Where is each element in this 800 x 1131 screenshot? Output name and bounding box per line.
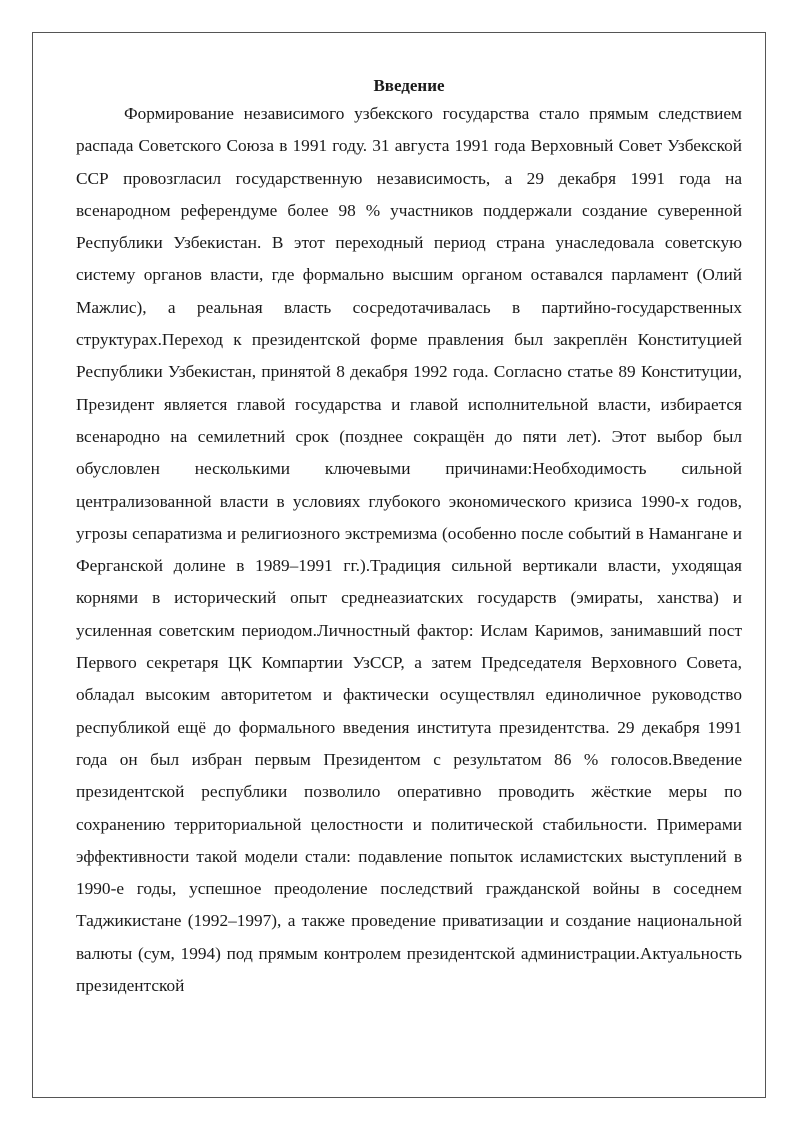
body-paragraph: Формирование независимого узбекского государства стало прямым следствием распада Советского Союза в 1991 году. 31 августа 1991 года Верховный Совет Узбекской ССР провозгласил государственную независимость, а 29 декабря 1991 года на всенародном референдуме более 98 % участников поддержали создание суверенной Республики Узбекистан. В этот переходный период страна унаследовала советскую систему органов власти, где формально высшим органом оставался парламент (Олий Мажлис), а реальная власть сосредотачивалась в партийно-государственных структурах.Переход к президентской форме правления был закреплён Конституцией Республики Узбекистан, принятой 8 декабря 1992 года. Согласно статье 89 Конституции, Президент является главой государства и главой исполнительной власти, избирается всенародно на семилетний срок (позднее сокращён до пяти лет). Этот выбор был обусловлен несколькими ключевыми причинами:Необходимость сильной централизованной власти в условиях глубокого экономического кризиса 1990-х годов, угрозы сепаратизма и религиозного экстремизма (особенно после событий в Намангане и Ферганской долине в 1989–1991 гг.).Традиция сильной вертикали власти, уходящая корнями в исторический опыт среднеазиатских государств (эмираты, ханства) и усиленная советским периодом.Личностный фактор: Ислам Каримов, занимавший пост Первого секретаря ЦК Компартии УзССР, а затем Председателя Верховного Совета, обладал высоким авторитетом и фактически осуществлял единоличное руководство республикой ещё до формального введения института президентства. 29 декабря 1991 года он был избран первым Президентом с результатом 86 % голосов.Введение президентской республики позволило оперативно проводить жёсткие меры по сохранению территориальной целостности и политической стабильности. Примерами эффективности такой модели стали: подавление попыток исламистских выступлений в 1990-е годы, успешное преодоление последствий гражданской войны в соседнем Таджикистане (1992–1997), а также проведение приватизации и создание национальной валюты (сум, 1994) под прямым контролем президентской администрации.Актуальность президентской [76, 104, 742, 996]
document-title: Введение [373, 76, 445, 95]
document-body [76, 74, 742, 1002]
